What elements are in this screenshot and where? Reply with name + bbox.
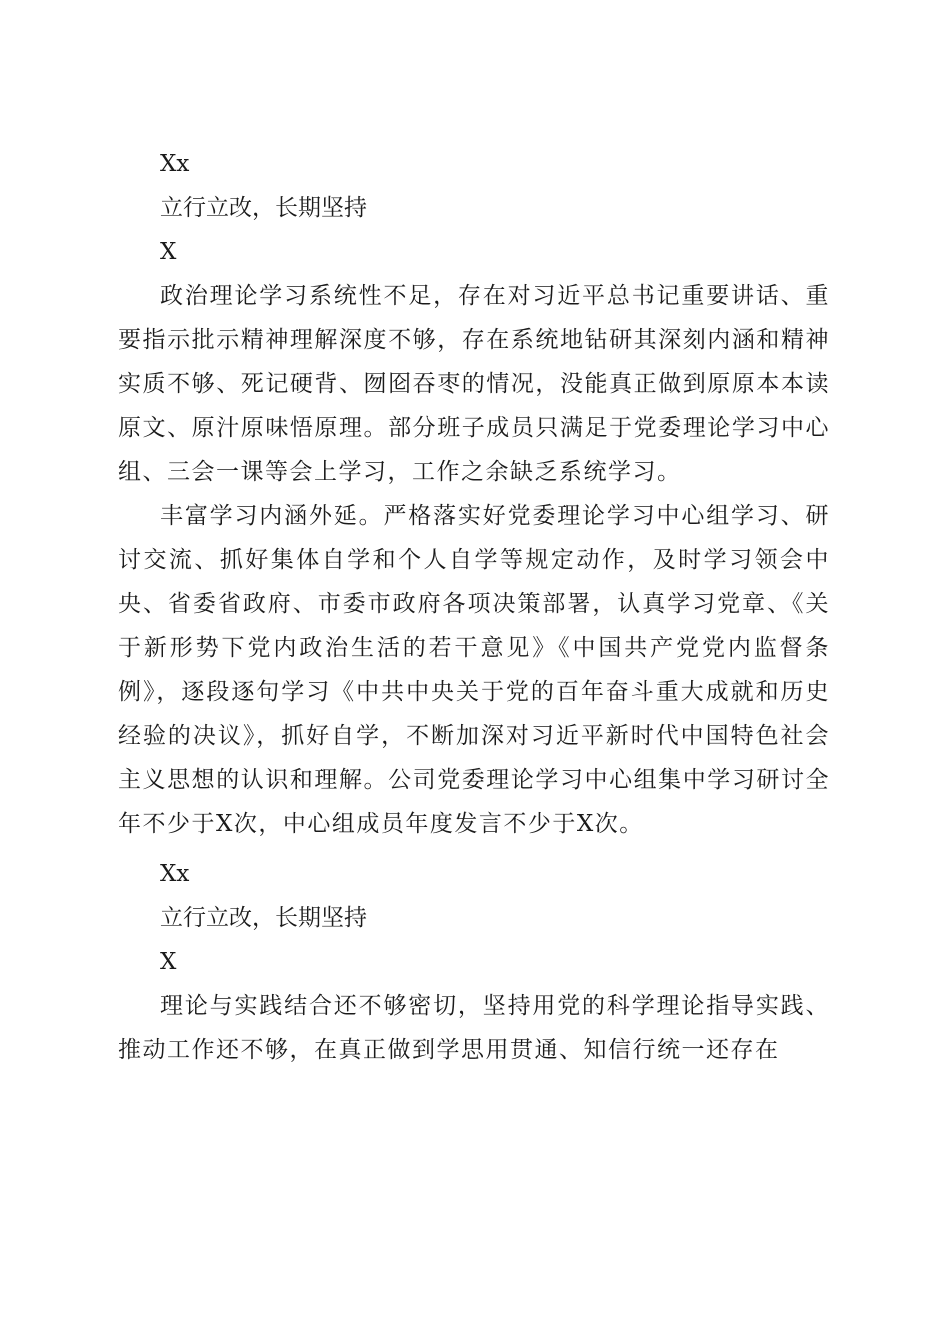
section-1-heading: 立行立改，长期坚持 bbox=[160, 195, 367, 221]
section-2-problem-paragraph: 理论与实践结合还不够密切，坚持用党的科学理论指导实践、推动工作还不够，在真正做到学思用贯通、知信行统一还存在 bbox=[118, 993, 830, 1063]
section-1-problem-paragraph: 政治理论学习系统性不足，存在对习近平总书记重要讲话、重要指示批示精神理解深度不够，存在系统地钻研其深刻内涵和精神实质不够、死记硬背、囫囵吞枣的情况，没能真正做到原原本本读原文、原汁原味悟原理。部分班子成员只满足于党委理论学习中心组、三会一课等会上学习，工作之余缺乏系统学习。 bbox=[118, 283, 830, 485]
section-1-marker: X bbox=[160, 239, 177, 265]
section-2-heading: 立行立改，长期坚持 bbox=[160, 905, 367, 931]
section-2-label: Xx bbox=[160, 861, 190, 887]
section-2-marker: X bbox=[160, 949, 177, 975]
document-body bbox=[118, 142, 830, 1072]
section-1-measure-paragraph: 丰富学习内涵外延。严格落实好党委理论学习中心组学习、研讨交流、抓好集体自学和个人自学等规定动作，及时学习领会中央、省委省政府、市委市政府各项决策部署，认真学习党章、《关于新形势下党内政治生活的若干意见》《中国共产党党内监督条例》，逐段逐句学习《中共中央关于党的百年奋斗重大成就和历史经验的决议》，抓好自学，不断加深对习近平新时代中国特色社会主义思想的认识和理解。公司党委理论学习中心组集中学习研讨全年不少于X次，中心组成员年度发言不少于X次。 bbox=[118, 503, 830, 837]
section-1-label: Xx bbox=[160, 151, 190, 177]
